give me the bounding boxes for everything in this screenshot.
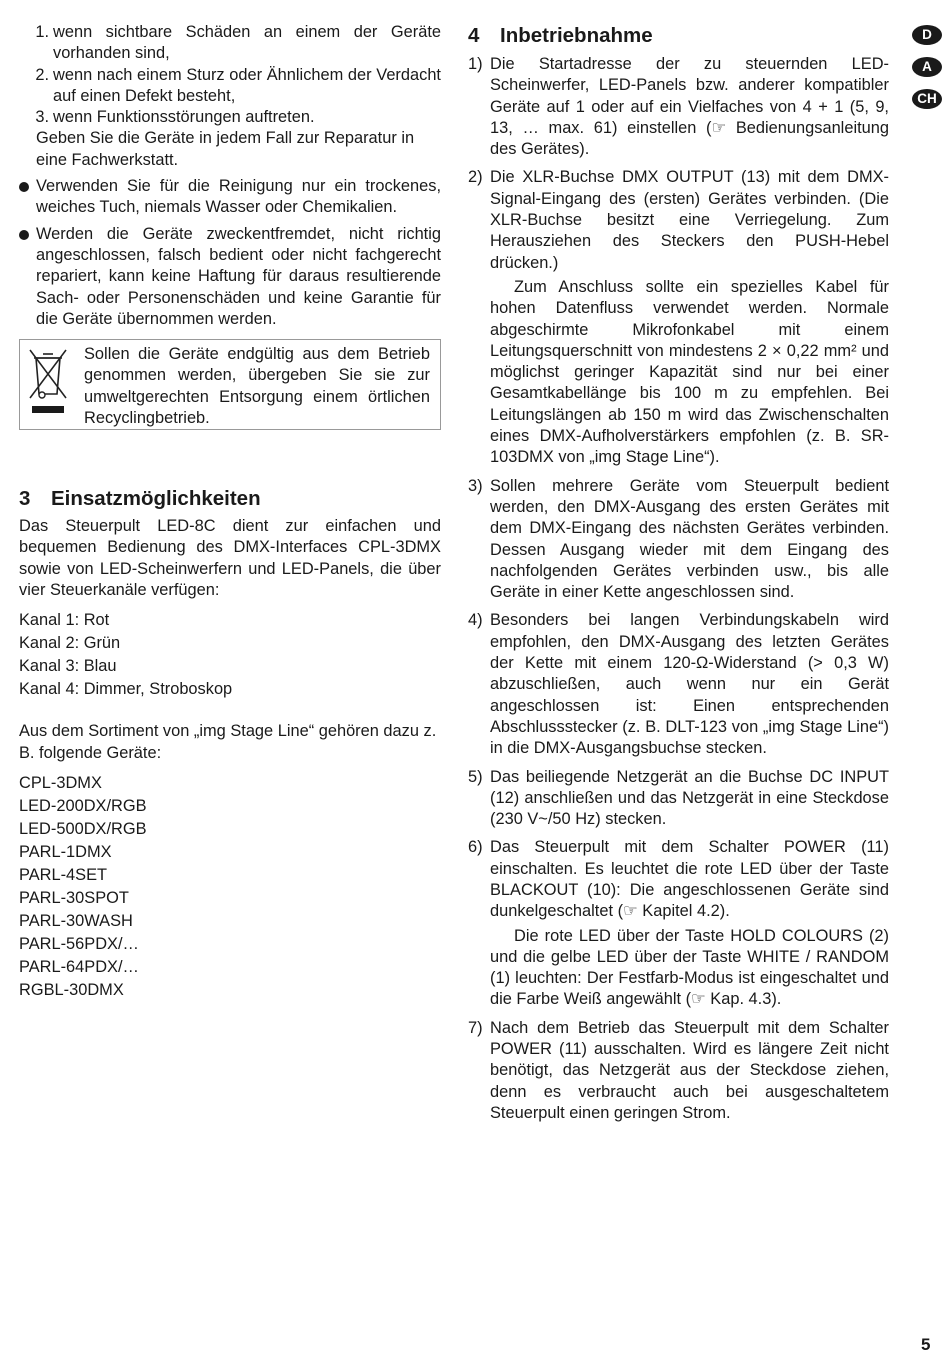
list-item: LED-500DX/RGB [19, 819, 147, 838]
disposal-notice [19, 339, 441, 430]
bullet-item: Verwenden Sie für die Reinigung nur ein trockenes, weiches Tuch, niemals Wasser oder Chemikalien. [19, 176, 441, 219]
left-column [19, 22, 441, 1002]
channel-list [19, 609, 441, 701]
step-item: 4) Besonders bei langen Verbindungskabeln wird empfohlen, den DMX-Ausgang des letzten Gerätes der Kette mit einem 120-Ω-Widerstand (> 0,3 W) abzuschließen, auch wenn nur ein Gerät angeschlossen ist: Einen entsprechenden Abschlussstecker (z. B. DLT-123 von „img Stage Line“) in die DMX-Ausgangsbuchse stecken. [468, 611, 889, 758]
section3-intro: Das Steuerpult LED-8C dient zur einfachen und bequemen Bedienung des DMX-Interfaces CPL-3DMX sowie von LED-Scheinwerfern und LED-Panels, die über vier Steuerkanäle verfügen: [19, 517, 441, 600]
step-item: 6) Das Steuerpult mit dem Schalter POWER (11) einschalten. Es leuchtet die rote LED über der Taste BLACKOUT (10): Die angeschlossenen Geräte sind dunkelgeschaltet (☞ Kapitel 4.2). Die rote LED über der Taste HOLD COLOURS (2) und die gelbe LED über der Taste WHITE / RANDOM (1) leuchten: Der Festfarb-Modus ist eingeschaltet und die Farbe Weiß angewählt (☞ Kap. 4.3). [468, 838, 889, 1009]
language-badge-a: A [912, 57, 942, 77]
list-item: PARL-64PDX/… [19, 957, 139, 976]
bullet-icon [19, 176, 36, 219]
list-item: PARL-30WASH [19, 911, 133, 930]
list-item: PARL-30SPOT [19, 888, 129, 907]
list-item: Kanal 4: Dimmer, Stroboskop [19, 680, 233, 699]
page-number: 5 [921, 1335, 931, 1354]
list-item: 3. wenn Funktionsstörungen auftreten. [35, 108, 315, 127]
list-item: RGBL-30DMX [19, 980, 124, 999]
list-item: PARL-1DMX [19, 842, 112, 861]
list-item: PARL-56PDX/… [19, 934, 139, 953]
list-item: 2. wenn nach einem Sturz oder Ähnlichem der Verdacht auf einen Defekt besteht, [35, 65, 441, 105]
numbered-list-continued [19, 22, 441, 171]
step-item: 5) Das beiliegende Netzgerät an die Buchse DC INPUT (12) anschließen und das Netzgerät in eine Steckdose (230 V~/50 Hz) stecken. [468, 767, 889, 829]
bullet-item: Werden die Geräte zweckentfremdet, nicht richtig angeschlossen, falsch bedient oder nicht fachgerecht repariert, kann keine Haftung für daraus resultierende Sach- oder Personenschäden und keine Garantie für die Geräte übernommen werden. [19, 224, 441, 330]
disposal-text: Sollen die Geräte endgültig aus dem Betrieb genommen werden, übergeben Sie sie zur umweltgerechten Entsorgung einem örtlichen Recyclingbetrieb. [84, 345, 430, 428]
list-item: PARL-4SET [19, 865, 108, 884]
range-intro: Aus dem Sortiment von „img Stage Line“ gehören dazu z. B. folgende Geräte: [19, 722, 437, 762]
section-heading: 4 Inbetriebnahme [468, 24, 653, 47]
step-item: 3) Sollen mehrere Geräte vom Steuerpult bedient werden, den DMX-Ausgang des ersten Gerätes mit dem DMX-Eingang des nächsten Gerätes verbinden. Dessen Ausgang wieder mit dem Eingang des nachfolgenden Gerätes verbinden usw., bis alle Geräte in einer Kette angeschlossen sind. [468, 476, 889, 602]
list-item: 1. wenn sichtbare Schäden an einem der Geräte vorhanden sind, [35, 23, 441, 63]
right-column [468, 22, 889, 1131]
crossed-out-wheelie-bin-icon [26, 344, 82, 424]
language-badge-ch: CH [912, 89, 942, 109]
list-item: CPL-3DMX [19, 773, 102, 792]
step-item: 1) Die Startadresse der zu steuernden LED-Scheinwerfer, LED-Panels bzw. anderer kompatibler Geräte auf 1 oder auf ein Vielfaches von 4 + 1 (5, 9, 13, … max. 61) einstellen (☞ Bedienungsanleitung des Gerätes). [468, 55, 889, 159]
section-heading: 3 Einsatzmöglichkeiten [19, 487, 261, 511]
list-item: Kanal 1: Rot [19, 611, 110, 630]
step-item: 2) Die XLR-Buchse DMX OUTPUT (13) mit dem DMX-Signal-Eingang des (ersten) Gerätes verbinden. (Die XLR-Buchse besitzt eine Verriegelung. Zum Herausziehen des Steckers den PUSH-Hebel drücken.) Zum Anschluss sollte ein spezielles Kabel für hohen Datenfluss verwendet werden. Normale abgeschirmte Mikrofonkabel mit einem Leitungsquerschnitt von mindestens 2 × 0,22 mm² und möglichst geringer Kapazität sind nur bei einer Gesamtkabellänge bis 100 m zu empfehlen. Bei Leitungslängen ab 150 m wird das Zwischenschalten eines DMX-Aufholverstärkers empfohlen (z. B. SR-103DMX von „img Stage Line“). [468, 168, 889, 467]
list-item: Kanal 2: Grün [19, 634, 121, 653]
setup-steps [468, 54, 889, 1124]
repair-note: Geben Sie die Geräte in jedem Fall zur Reparatur in eine Fachwerkstatt. [36, 129, 415, 169]
step-item: 7) Nach dem Betrieb das Steuerpult mit dem Schalter POWER (11) ausschalten. Wird es längere Zeit nicht benötigt, das Netzgerät aus der Steckdose ziehen, denn es verbraucht auch bei ausgeschaltetem Steuerpult einen geringen Strom. [468, 1018, 889, 1122]
bullet-icon [19, 224, 36, 330]
language-badge-d: D [912, 25, 942, 45]
list-item: LED-200DX/RGB [19, 796, 147, 815]
list-item: Kanal 3: Blau [19, 657, 117, 676]
device-list [19, 772, 441, 1002]
language-badges [912, 25, 944, 121]
